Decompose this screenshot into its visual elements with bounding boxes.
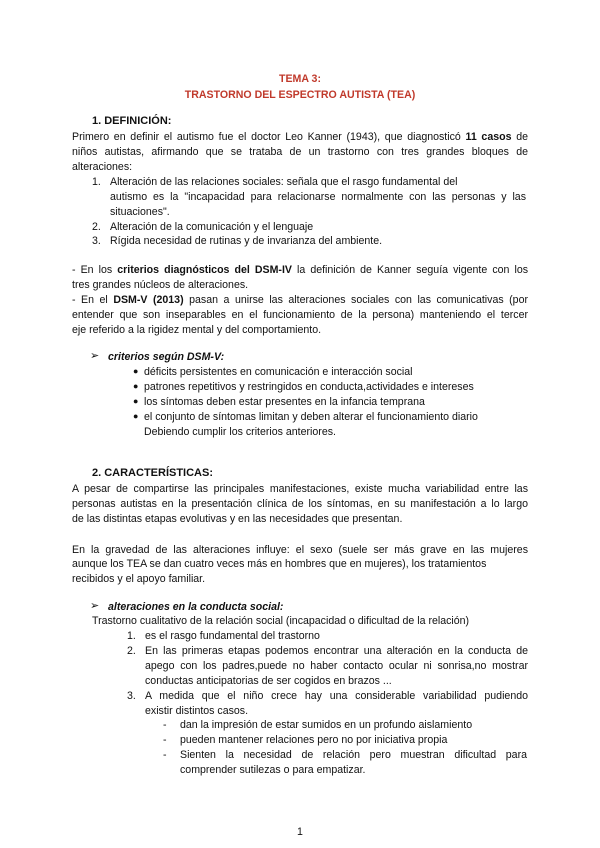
- bullet-item: patrones repetitivos y restringidos en conducta,actividades e intereses: [144, 381, 474, 393]
- s1-intro-line-1: Primero en definir el autismo fue el doctor Leo Kanner (1943), que diagnosticó 11 casos de: [72, 131, 528, 143]
- bullet-item: déficits persistentes en comunicación e interacción social: [144, 366, 413, 378]
- bullet-icon: ●: [133, 396, 139, 406]
- list-item-line: es el rasgo fundamental del trastorno: [145, 630, 320, 642]
- list-number: 1.: [127, 630, 136, 642]
- list-item-line: Alteración de la comunicación y el lenguaje: [110, 221, 314, 233]
- dash-bullet: -: [163, 719, 167, 731]
- list-number: 3.: [127, 690, 136, 702]
- arrow-bullet-icon: ➢: [90, 600, 100, 612]
- s1-subheading: criterios según DSM-V:: [108, 351, 225, 363]
- s1-para-1-line-1: - En los criterios diagnósticos del DSM-IV la definición de Kanner seguía vigente con los: [72, 264, 529, 276]
- list-number: 1.: [92, 176, 101, 188]
- bullet-continuation: Debiendo cumplir los criterios anteriores.: [144, 426, 336, 438]
- s2-para-2-line-2: aunque los TEA se dan cuatro veces más en hombres que en mujeres), los tratamientos: [72, 558, 487, 570]
- s1-para-2-line-1: - En el DSM-V (2013) pasan a unirse las alteraciones sociales con las comunicativas (por: [72, 294, 528, 306]
- s2-para-1-line-2: personas autistas en la presentación clínica de los síntomas, en su manifestación a lo largo: [72, 498, 528, 510]
- list-item-line: En las primeras etapas podemos encontrar una alteración en la conducta de: [145, 645, 528, 657]
- dash-item-line: dan la impresión de estar sumidos en un profundo aislamiento: [180, 719, 473, 731]
- dash-item-line: comprender sutilezas o para empatizar.: [180, 764, 366, 776]
- s2-para-1-line-3: de las distintas etapas evolutivas y en las necesidades que presentan.: [72, 513, 403, 525]
- list-item-line: apego con los padres,puede no haber contacto ocular ni sonrisa,no mostrar: [145, 660, 528, 672]
- bullet-icon: ●: [133, 381, 139, 391]
- list-item-line: existir distintos casos.: [145, 705, 249, 717]
- s2-para-1-line-1: A pesar de compartirse las principales manifestaciones, existe mucha variabilidad entre las: [72, 483, 528, 495]
- list-item-line: autismo es la "incapacidad para relacionarse normalmente con las personas y las: [110, 191, 526, 203]
- bullet-item: el conjunto de síntomas limitan y deben alterar el funcionamiento diario: [144, 411, 478, 423]
- list-item-line: conductas anticipatorias de ser cogidos en brazos ...: [145, 675, 392, 687]
- s2-subintro: Trastorno cualitativo de la relación social (incapacidad o dificultad de la relación): [92, 615, 470, 627]
- section-1-heading: 1. DEFINICIÓN:: [92, 115, 172, 127]
- s2-subheading: alteraciones en la conducta social:: [108, 601, 284, 613]
- s1-para-1-line-2: tres grandes núcleos de alteraciones.: [72, 279, 249, 291]
- section-2-heading: 2. CARACTERÍSTICAS:: [92, 467, 214, 479]
- s2-para-2-line-3: recibidos y el apoyo familiar.: [72, 573, 206, 585]
- list-number: 2.: [92, 221, 101, 233]
- dash-bullet: -: [163, 749, 167, 761]
- s1-intro-line-3: alteraciones:: [72, 161, 133, 173]
- list-number: 2.: [127, 645, 136, 657]
- bullet-icon: ●: [133, 366, 139, 376]
- page-number: 1: [297, 826, 303, 838]
- s1-para-2-line-2: entender que son inseparables en el funcionamiento de la persona) manteniendo el tercer: [72, 309, 528, 321]
- dash-item-line: Sienten la necesidad de relación pero muestran dificultad para: [180, 749, 527, 761]
- s1-intro-line-2: niños autistas, afirmando que se trataba de un trastorno con tres grandes bloques de: [72, 146, 528, 158]
- title-line-2: TRASTORNO DEL ESPECTRO AUTISTA (TEA): [184, 89, 416, 101]
- list-item-line: situaciones".: [110, 206, 170, 218]
- s2-para-2-line-1: En la gravedad de las alteraciones influye: el sexo (suele ser más grave en las mujeres: [72, 544, 528, 556]
- dash-item-line: pueden mantener relaciones pero no por iniciativa propia: [180, 734, 448, 746]
- bullet-icon: ●: [133, 411, 139, 421]
- list-number: 3.: [92, 235, 101, 247]
- bullet-item: los síntomas deben estar presentes en la infancia temprana: [144, 396, 425, 408]
- list-item-line: Alteración de las relaciones sociales: señala que el rasgo fundamental del: [110, 176, 458, 188]
- title-line-1: TEMA 3:: [279, 73, 321, 85]
- arrow-bullet-icon: ➢: [90, 350, 100, 362]
- list-item-line: Rígida necesidad de rutinas y de invarianza del ambiente.: [110, 235, 383, 247]
- list-item-line: A medida que el niño crece hay una considerable variabilidad pudiendo: [145, 690, 528, 702]
- dash-bullet: -: [163, 734, 167, 746]
- s1-para-2-line-3: eje referido a la rigidez mental y del comportamiento.: [72, 324, 322, 336]
